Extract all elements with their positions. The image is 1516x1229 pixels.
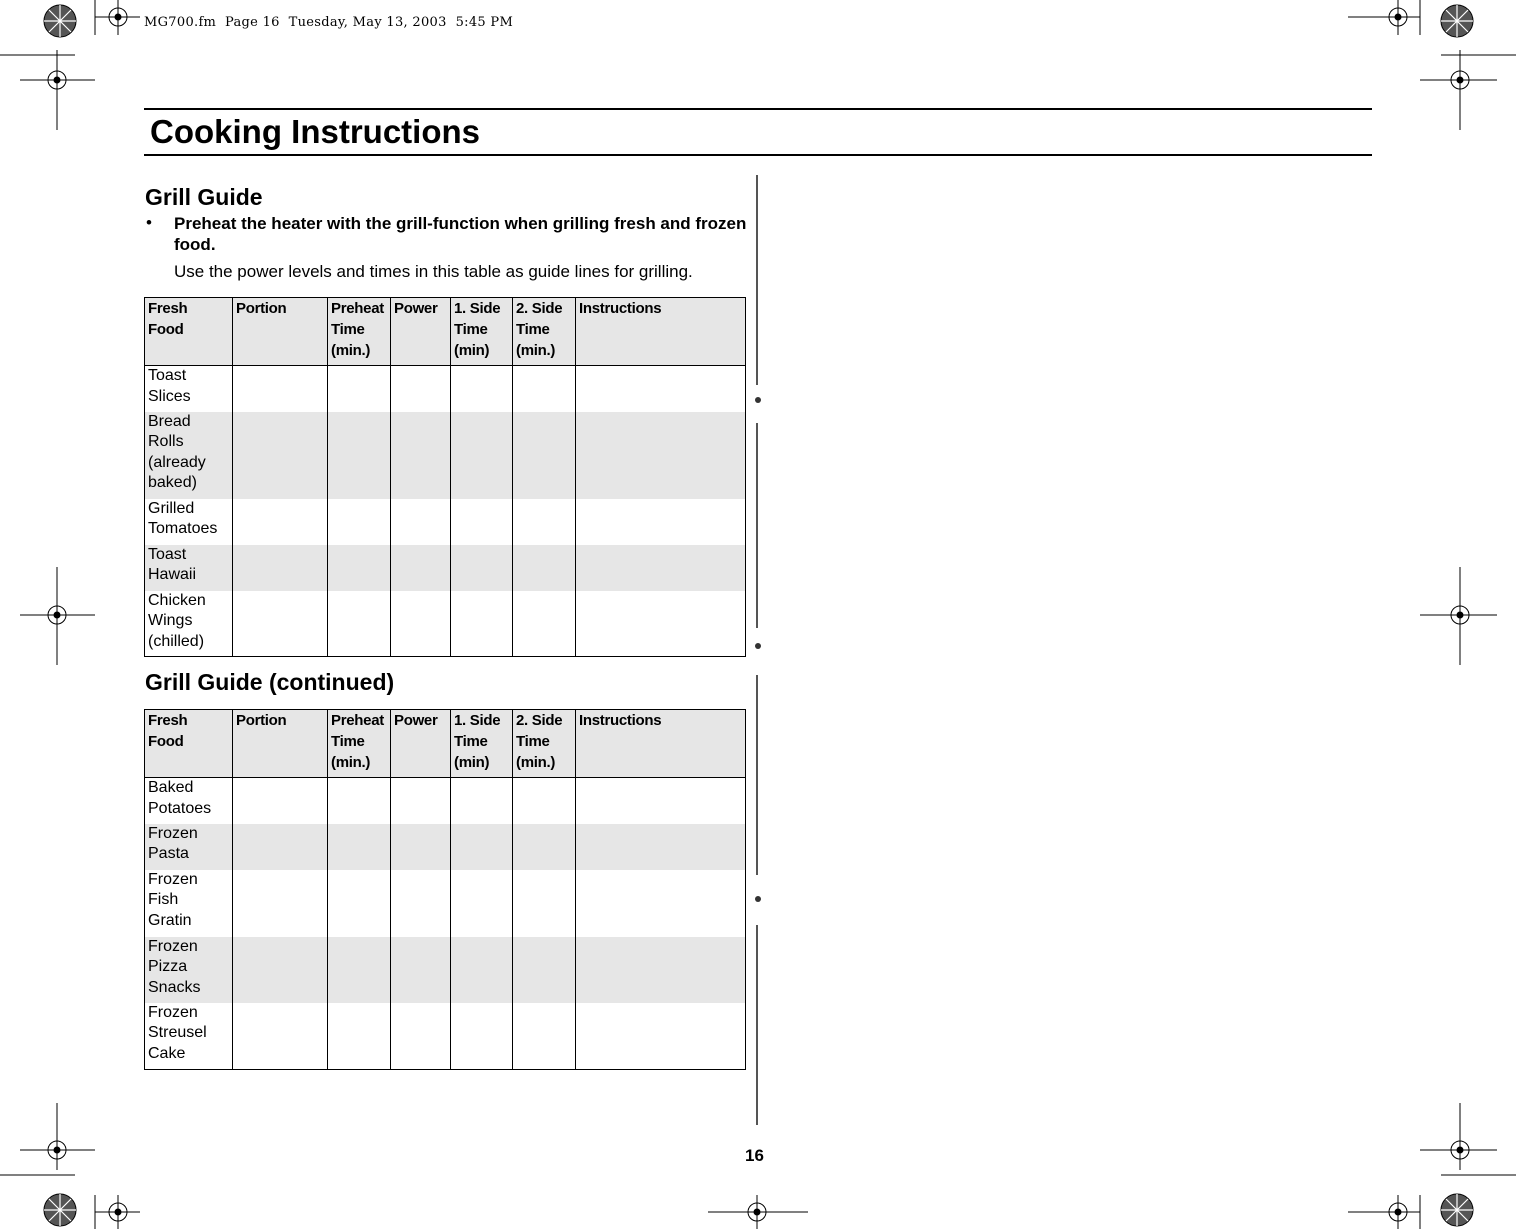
section-title-grill-guide-continued: Grill Guide (continued): [145, 669, 395, 695]
column-header: Preheat Time (min.): [328, 710, 391, 778]
column-header: 1. Side Time (min): [451, 710, 513, 778]
registration-mark-icon: [1420, 50, 1497, 130]
bullet-icon: •: [146, 213, 152, 232]
column-header: Portion: [233, 298, 328, 366]
food-cell: Frozen Pizza Snacks: [145, 937, 233, 1003]
column-header: 2. Side Time (min.): [513, 298, 576, 366]
registration-mark-icon: [1348, 0, 1420, 35]
registration-mark-icon: [1420, 1103, 1497, 1170]
food-cell: Bread Rolls (already baked): [145, 412, 233, 499]
guide-note: Use the power levels and times in this table as guide lines for grilling.: [174, 262, 693, 281]
registration-mark-icon: [1348, 1195, 1420, 1229]
food-cell: Frozen Fish Gratin: [145, 870, 233, 937]
food-cell: Toast Slices: [145, 366, 233, 412]
food-cell: Chicken Wings (chilled): [145, 591, 233, 657]
column-header: 1. Side Time (min): [451, 298, 513, 366]
section-title-grill-guide: Grill Guide: [145, 184, 263, 210]
page-number: 16: [745, 1146, 764, 1165]
preheat-instruction: Preheat the heater with the grill-function when grilling fresh and frozen food.: [174, 214, 747, 254]
column-header: Fresh Food: [145, 710, 233, 778]
column-header: Power: [391, 710, 451, 778]
file-info: MG700.fm Page 16 Tuesday, May 13, 2003 5:45 PM: [144, 15, 514, 30]
food-cell: Frozen Pasta: [145, 824, 233, 870]
registration-mark-icon: [20, 1103, 95, 1170]
food-cell: Baked Potatoes: [145, 778, 233, 824]
food-cell: Toast Hawaii: [145, 545, 233, 591]
column-header: Instructions: [576, 710, 746, 778]
food-cell: Frozen Streusel Cake: [145, 1003, 233, 1070]
column-header: Fresh Food: [145, 298, 233, 366]
page-title: Cooking Instructions: [150, 113, 480, 150]
registration-mark-icon: [20, 50, 95, 130]
column-header: Power: [391, 298, 451, 366]
column-header: Instructions: [576, 298, 746, 366]
food-cell: Grilled Tomatoes: [145, 499, 233, 545]
column-header: 2. Side Time (min.): [513, 710, 576, 778]
column-header: Portion: [233, 710, 328, 778]
column-header: Preheat Time (min.): [328, 298, 391, 366]
